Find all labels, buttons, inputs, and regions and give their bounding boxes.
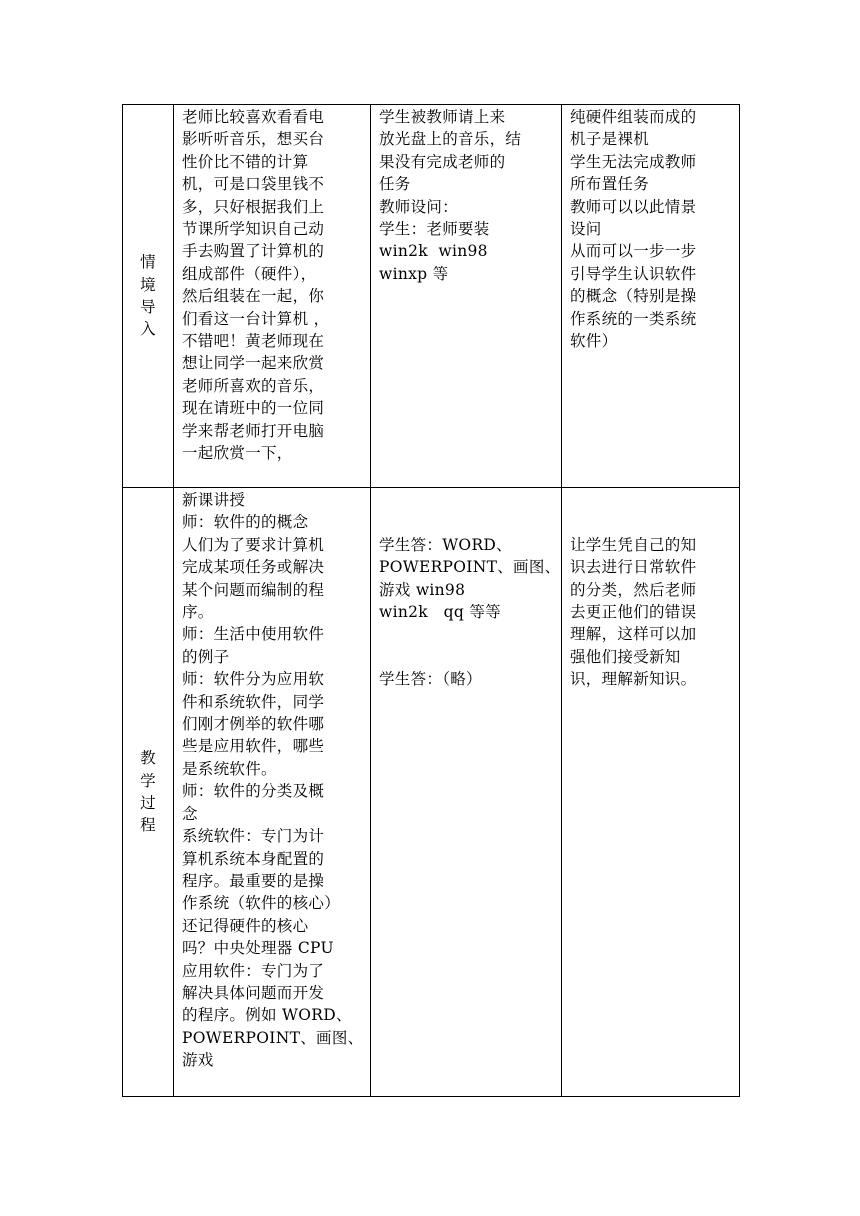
text-line: 想让同学一起来欣赏 xyxy=(182,354,325,373)
text-line: 性价比不错的计算 xyxy=(182,152,309,171)
text-line: 影听听音乐，想买台 xyxy=(182,130,325,149)
text-line: 强他们接受新知 xyxy=(570,647,681,666)
text-line: winxp 等 xyxy=(379,264,449,283)
text-line: 新课讲授 xyxy=(182,491,246,509)
text-line: 手去购置了计算机的 xyxy=(182,242,325,261)
text-line: 作系统的一类系统 xyxy=(570,309,697,328)
text-line: 师：软件的分类及概 xyxy=(182,782,325,801)
text-line: POWERPOINT、画图、 xyxy=(379,558,561,577)
text-line: 的程序。例如 WORD、 xyxy=(182,1006,352,1025)
text-line: 引导学生认识软件 xyxy=(570,264,697,283)
text-line: 的例子 xyxy=(182,647,230,666)
text-line: 现在请班中的一位同 xyxy=(182,399,325,418)
text-line: 设问 xyxy=(570,220,602,239)
student-activity-cell xyxy=(371,488,562,1097)
text-line: 们看这一台计算机 ， xyxy=(182,309,330,328)
stage-char: 境 xyxy=(140,275,156,294)
text-line: 算机系统本身配置的 xyxy=(182,849,325,868)
text-line: 解决具体问题而开发 xyxy=(182,983,325,1002)
text-line: 纯硬件组装而成的 xyxy=(570,108,697,126)
stage-cell xyxy=(123,105,174,488)
text-line: 识去进行日常软件 xyxy=(570,558,697,577)
student-activity-cell xyxy=(371,105,562,488)
text-line: 的分类，然后老师 xyxy=(570,580,697,599)
text-line: 教师设问： xyxy=(379,197,459,216)
text-line: 游戏 xyxy=(182,1051,214,1070)
lesson-plan-table xyxy=(122,104,740,1097)
text-line: 是系统软件。 xyxy=(182,759,277,778)
text-line: 系统软件：专门为计 xyxy=(182,827,325,846)
text-line: 件和系统软件，同学 xyxy=(182,692,325,711)
stage-char: 导 xyxy=(140,298,156,316)
text-line: 学来帮老师打开电脑 xyxy=(182,421,325,440)
text-line: 们刚才例举的软件哪 xyxy=(182,715,325,734)
stage-char: 教 xyxy=(140,749,156,768)
text-line: 些是应用软件，哪些 xyxy=(182,737,325,756)
text-line: POWERPOINT、画图、 xyxy=(182,1028,364,1047)
text-line: 的概念（特别是操 xyxy=(570,287,697,306)
text-line: 学生：老师要装 xyxy=(379,220,490,239)
stage-char: 入 xyxy=(140,320,156,339)
text-line: 学生答：（略） xyxy=(379,670,482,689)
text-line: 老师所喜欢的音乐， xyxy=(182,376,325,395)
teacher-activity-cell xyxy=(174,105,371,488)
stage-cell xyxy=(123,488,174,1097)
text-line: 从而可以一步一步 xyxy=(570,242,697,261)
stage-char: 程 xyxy=(140,816,156,835)
stage-char: 过 xyxy=(140,794,156,812)
text-line: 所布置任务 xyxy=(570,175,650,194)
text-line: 游戏 win98 xyxy=(379,580,466,599)
text-line: win2k win98 xyxy=(379,242,488,261)
text-line: 学生被教师请上来 xyxy=(379,108,506,126)
text-line: 不错吧！黄老师现在 xyxy=(182,332,325,351)
text-line: 组成部件（硬件）， xyxy=(182,264,317,283)
text-line: 识，理解新知识。 xyxy=(570,670,697,689)
design-intent-cell xyxy=(562,488,740,1097)
text-line: 多，只好根据我们上 xyxy=(182,197,325,216)
text-line: 果没有完成老师的 xyxy=(379,152,506,171)
text-line: 作系统（软件的核心） xyxy=(182,894,341,913)
text-line: 软件） xyxy=(570,332,618,351)
text-line: 师：软件的的概念 xyxy=(182,513,309,532)
text-line: 念 xyxy=(182,804,198,823)
table-row xyxy=(123,105,740,488)
text-line: 让学生凭自己的知 xyxy=(570,535,697,554)
text-line: 节课所学知识自己动 xyxy=(182,220,325,239)
text-line: 还记得硬件的核心 xyxy=(182,916,309,935)
text-line: 任务 xyxy=(379,175,411,194)
text-line: 然后组装在一起，你 xyxy=(182,287,325,306)
text-line: 学生无法完成教师 xyxy=(570,152,697,171)
text-line: 教师可以以此情景 xyxy=(570,197,697,216)
text-line: 机，可是口袋里钱不 xyxy=(182,175,325,194)
text-line: 完成某项任务或解决 xyxy=(182,558,325,577)
text-line: 某个问题而编制的程 xyxy=(182,580,325,599)
text-line: win2k qq 等等 xyxy=(379,603,501,622)
text-line: 机子是裸机 xyxy=(570,130,650,149)
table-row xyxy=(123,488,740,1097)
stage-char: 学 xyxy=(140,771,156,790)
text-line: 一起欣赏一下， xyxy=(182,444,293,463)
text-line: 序。 xyxy=(182,603,214,622)
text-line: 放光盘上的音乐，结 xyxy=(379,130,522,149)
text-line: 理解，这样可以加 xyxy=(570,625,697,644)
text-line: 程序。最重要的是操 xyxy=(182,871,325,890)
stage-char: 情 xyxy=(140,253,156,272)
text-line: 师：软件分为应用软 xyxy=(182,670,325,689)
text-line: 吗？中央处理器 CPU xyxy=(182,939,334,958)
text-line: 学生答：WORD、 xyxy=(379,535,512,554)
text-line: 去更正他们的错误 xyxy=(570,603,697,622)
text-line: 应用软件：专门为了 xyxy=(182,961,325,980)
text-line: 人们为了要求计算机 xyxy=(182,535,325,554)
design-intent-cell xyxy=(562,105,740,488)
text-line: 老师比较喜欢看看电 xyxy=(182,108,325,126)
text-line: 师：生活中使用软件 xyxy=(182,625,325,644)
teacher-activity-cell xyxy=(174,488,371,1097)
